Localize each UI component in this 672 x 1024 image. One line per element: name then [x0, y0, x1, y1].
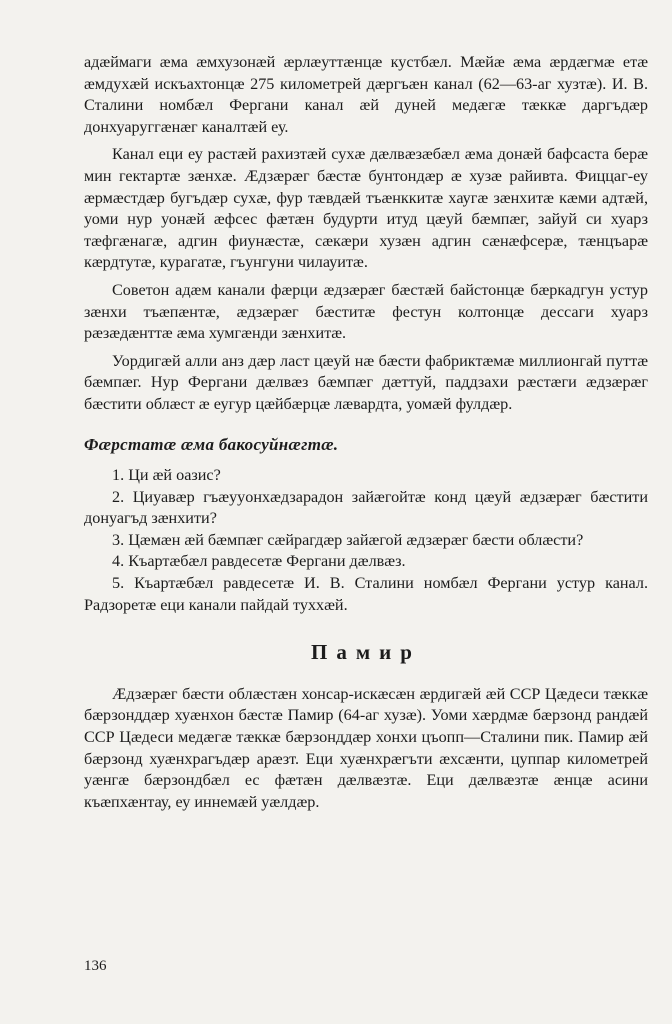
paragraph-1: адæймаги æма æмхузонæй æрлæуттæнцæ кустбæл. Мæйæ æма æрдæгмæ етæ æмдухæй искъахтонцæ 275 километрей дæргъæн канал (62—63-аг хузтæ). И. В. Сталини номбæл Фергани канал æй дуней медæгæ тæккæ даргъдæр донхуаруггæнæг каналтæй еу. [84, 53, 648, 136]
page-number: 136 [84, 958, 107, 974]
questions-list [84, 465, 648, 616]
question-item: 2. Циуавæр гъæуyонхæдзарадон зайæгойтæ конд цæуй æдзæрæг бæстити донуагъд зæнхити? [84, 487, 648, 528]
questions-heading: Фæрстатæ æма бакосуйнæгтæ. [84, 434, 339, 454]
question-item: 3. Цæмæн æй бæмпæг сæйрагдæр зайæгой æдзæрæг бæсти облæсти? [112, 530, 584, 549]
page-body [84, 52, 648, 819]
question-item: 1. Ци æй оазис? [112, 466, 221, 485]
section-title: Памир [311, 640, 421, 665]
paragraph-3: Советон адæм канали фæрци æдзæрæг бæстæй байстонцæ бæркадгун устур зæнхи тъæпæнтæ, æдзæрæг бæститæ фестун колтонцæ дессаги хуарз рæзæдæнттæ æма хумгæнди зæнхитæ. [84, 280, 648, 343]
question-item: 5. Къартæбæл равдесетæ И. В. Сталини номбæл Фергани устур канал. Радзоретæ еци канали пайдай туххæй. [84, 574, 648, 614]
paragraph-2: Канал еци еу растæй рахизтæй сухæ дæлвæзæбæл æма донæй бафсаста берæ мин гектартæ зæнхæ. Æдзæрæг бæстæ бунтондæр æ хузæ райивта. Фиццаг-еу æрмæстдæр бугъдæр сухæ, фур тæвдæй тъæнккитæ хаугæ зæнхитæ кæми адтæй, уоми нур уонæй æфсес фæтæн будурти итуд цæуй бæмпæг, зайуй си хуарз тæфгæнагæ, адгин фиунæстæ, сæкæри хузæн адгин сæнæфсерæ, тæнцъарæ кæрдтутæ, курагатæ, гъунгуни чилауитæ. [84, 145, 648, 272]
paragraph-4: Уордигæй алли анз дæр ласт цæуй нæ бæсти фабриктæмæ миллионгай путтæ бæмпæг. Нур Фергани дæлвæз бæмпæг дæттуй, паддзахи рæстæги æдзæрæг бæстити облæст æ еугур цæйбæрцæ лæвардта, уомæй фулдæр. [84, 351, 648, 413]
paragraph-pamir: Æдзæрæг бæсти облæстæн хонсар-искæсæн æрдигæй æй ССР Цæдеси тæккæ бæрзонддæр хуæнхон бæстæ Памир (64-аг хузæ). Уоми хæрдмæ бæрзонд рандæй ССР Цæдеси медæгæ тæккæ бæрзонддæр хонхи цъопп—Сталини пик. Памир æй бæрзонд хуæнхрагъдæр арæзт. Еци хуæнхрæгъти æхсæнти, цуппар километрей уæнгæ бæрзондбæл ес фæтæн дæлвæзтæ. Еци дæлвæзтæ æнцæ асини къæпхæнтау, еу иннемæй уæлдæр. [84, 684, 648, 811]
question-item: 4. Къартæбæл равдесетæ Фергани дæлвæз. [112, 552, 406, 571]
